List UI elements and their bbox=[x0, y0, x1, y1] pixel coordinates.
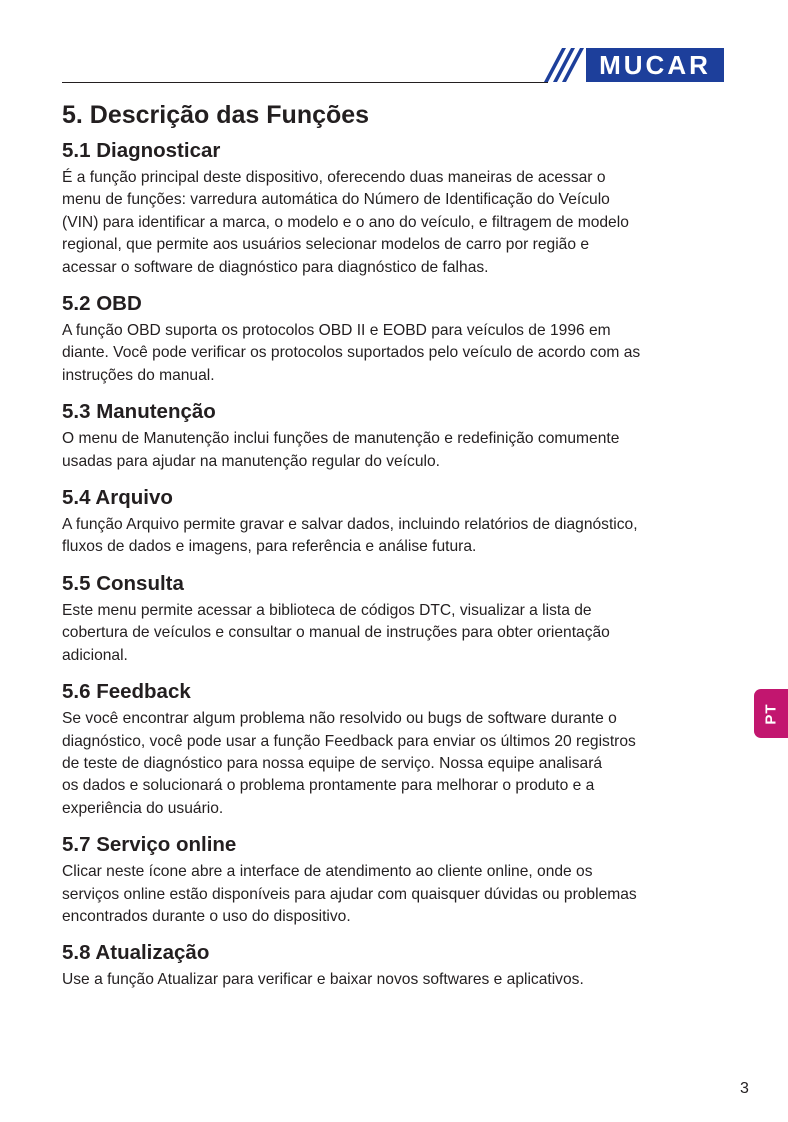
text-line: os dados e solucionará o problema prontamente para melhorar o produto e a bbox=[62, 777, 595, 795]
text-line: serviços online estão disponíveis para ajudar com quaisquer dúvidas ou problemas bbox=[62, 885, 637, 903]
section bbox=[62, 939, 728, 991]
section bbox=[62, 290, 728, 387]
logo-slashes-icon bbox=[540, 48, 590, 82]
text-line: experiência do usuário. bbox=[62, 799, 224, 817]
text-line: diagnóstico, você pode usar a função Feedback para enviar os últimos 20 registros bbox=[62, 732, 636, 750]
language-tab bbox=[754, 689, 788, 738]
section-body bbox=[62, 428, 728, 473]
section-heading: 5.6 Feedback bbox=[62, 680, 191, 704]
text-line: (VIN) para identificar a marca, o modelo e o ano do veículo, e filtragem de modelo bbox=[62, 213, 629, 231]
text-line: adicional. bbox=[62, 646, 128, 664]
text-line: menu de funções: varredura automática do Número de Identificação do Veículo bbox=[62, 191, 610, 209]
section-heading: 5.2 OBD bbox=[62, 292, 142, 316]
section-heading: 5.8 Atualização bbox=[62, 941, 210, 965]
brand-logo-text: MUCAR bbox=[599, 50, 711, 80]
text-line: Clicar neste ícone abre a interface de atendimento ao cliente online, onde os bbox=[62, 863, 593, 881]
section-heading: 5.1 Diagnosticar bbox=[62, 139, 221, 162]
text-line: A função Arquivo permite gravar e salvar dados, incluindo relatórios de diagnóstico, bbox=[62, 516, 638, 534]
section bbox=[62, 831, 728, 928]
text-line: encontrados durante o uso do dispositivo. bbox=[62, 907, 351, 925]
text-line: regional, que permite aos usuários selecionar modelos de carro por região e bbox=[62, 236, 590, 254]
section bbox=[62, 398, 728, 473]
page-number: 3 bbox=[740, 1080, 749, 1097]
section-body bbox=[62, 600, 728, 667]
text-line: Este menu permite acessar a biblioteca de códigos DTC, visualizar a lista de bbox=[62, 601, 592, 619]
page-content bbox=[62, 98, 728, 1003]
text-line: usadas para ajudar na manutenção regular do veículo. bbox=[62, 452, 440, 470]
section-body bbox=[62, 514, 728, 559]
text-line: O menu de Manutenção inclui funções de manutenção e redefinição comumente bbox=[62, 430, 620, 448]
section-heading: 5.4 Arquivo bbox=[62, 486, 173, 510]
text-line: fluxos de dados e imagens, para referência e análise futura. bbox=[62, 538, 477, 556]
section bbox=[62, 484, 728, 559]
text-line: diante. Você pode verificar os protocolos suportados pelo veículo de acordo com as bbox=[62, 344, 641, 362]
text-line: Use a função Atualizar para verificar e baixar novos softwares e aplicativos. bbox=[62, 971, 584, 989]
section-body bbox=[62, 320, 728, 387]
section-heading: 5.5 Consulta bbox=[62, 571, 184, 595]
section bbox=[62, 137, 728, 279]
text-line: instruções do manual. bbox=[62, 366, 215, 384]
section-heading: 5.3 Manutenção bbox=[62, 400, 216, 424]
text-line: Se você encontrar algum problema não resolvido ou bugs de software durante o bbox=[62, 710, 617, 728]
chapter-title: 5. Descrição das Funções bbox=[62, 101, 370, 129]
text-line: acessar o software de diagnóstico para diagnóstico de falhas. bbox=[62, 258, 489, 276]
text-line: A função OBD suporta os protocolos OBD II e EOBD para veículos de 1996 em bbox=[62, 322, 611, 340]
text-line: cobertura de veículos e consultar o manual de instruções para obter orientação bbox=[62, 624, 610, 642]
section bbox=[62, 678, 728, 820]
text-line: de teste de diagnóstico para nossa equipe de serviço. Nossa equipe analisará bbox=[62, 754, 603, 772]
section-body bbox=[62, 861, 728, 928]
text-line: É a função principal deste dispositivo, oferecendo duas maneiras de acessar o bbox=[62, 169, 606, 186]
sections-container bbox=[62, 137, 728, 992]
section bbox=[62, 570, 728, 667]
language-tab-label: PT bbox=[762, 702, 780, 725]
brand-logo bbox=[586, 48, 724, 82]
header-rule bbox=[62, 82, 548, 83]
section-heading: 5.7 Serviço online bbox=[62, 833, 237, 857]
section-body bbox=[62, 167, 728, 279]
section-body bbox=[62, 708, 728, 820]
section-body bbox=[62, 969, 728, 991]
